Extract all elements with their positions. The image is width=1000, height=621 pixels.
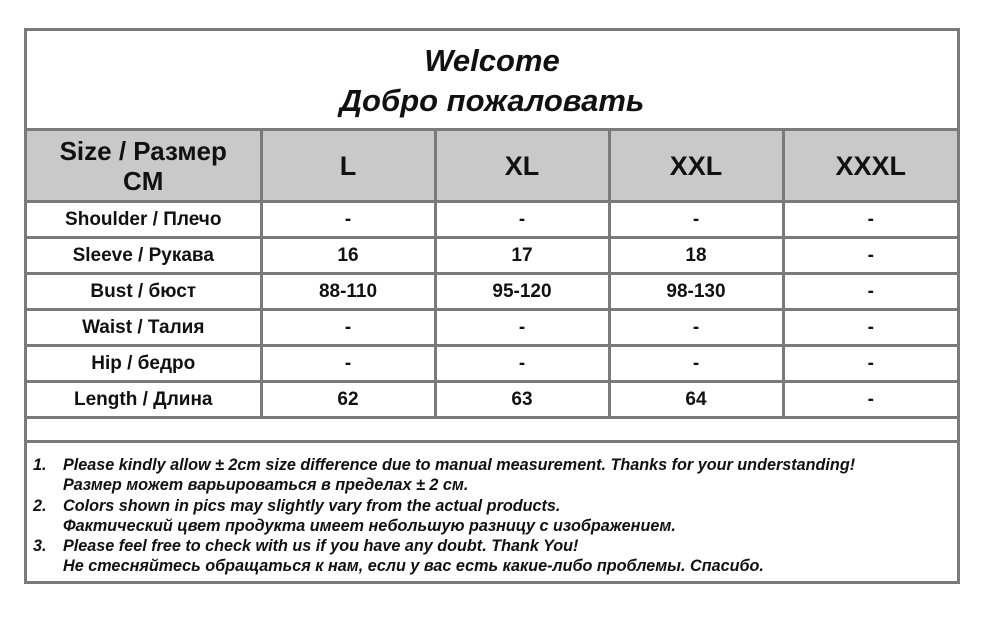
size-col-xxl: XXL [609,131,783,202]
cell-value: 64 [609,382,783,418]
title-english: Welcome [424,43,560,78]
note-item [33,496,949,537]
note-number: 1. [33,456,47,474]
row-bust [27,274,957,310]
cell-value: 16 [261,238,435,274]
cell-value: 95-120 [435,274,609,310]
size-col-xl: XL [435,131,609,202]
cell-value: 88-110 [261,274,435,310]
title-block [27,31,957,131]
cell-value: - [609,310,783,346]
cell-value: - [609,202,783,238]
note-body [63,496,676,537]
row-label: Sleeve / Рукава [27,238,261,274]
note-text-english: Colors shown in pics may slightly vary from the actual products. [63,496,561,515]
size-col-xxxl: XXXL [783,131,957,202]
note-text-english: Please feel free to check with us if you have any doubt. Thank You! [63,537,579,556]
size-header-unit: CM [123,165,164,196]
cell-value: - [783,382,957,418]
note-text-russian: Фактический цвет продукта имеет небольшую разницу с изображением. [63,516,676,535]
size-header-cell [27,131,261,202]
row-waist [27,310,957,346]
size-table [27,131,957,419]
row-length [27,382,957,418]
cell-value: - [435,346,609,382]
size-header-label: Size / Размер [59,135,227,166]
row-shoulder [27,202,957,238]
cell-value: - [261,346,435,382]
cell-value: 62 [261,382,435,418]
note-text-english: Please kindly allow ± 2cm size difference due to manual measurement. Thanks for your understanding! [63,456,856,474]
note-text-russian: Не стесняйтесь обращаться к нам, если у вас есть какие-либо проблемы. Спасибо. [63,557,764,576]
header-row [27,131,957,202]
cell-value: - [435,202,609,238]
cell-value: - [783,310,957,346]
row-sleeve [27,238,957,274]
cell-value: 18 [609,238,783,274]
note-text-russian: Размер может варьироваться в пределах ± 2 см. [63,476,469,495]
cell-value: 17 [435,238,609,274]
row-label: Bust / бюст [27,274,261,310]
note-body [63,455,855,496]
cell-value: 63 [435,382,609,418]
cell-value: - [261,202,435,238]
cell-value: 98-130 [609,274,783,310]
cell-value: - [435,310,609,346]
notes-section [27,440,957,577]
cell-value: - [609,346,783,382]
size-col-l: L [261,131,435,202]
title-russian: Добро пожаловать [339,83,645,118]
note-item [33,455,949,496]
row-label: Hip / бедро [27,346,261,382]
cell-value: - [261,310,435,346]
cell-value: - [783,274,957,310]
cell-value: - [783,202,957,238]
cell-value: - [783,346,957,382]
row-label: Length / Длина [27,382,261,418]
note-number: 2. [33,496,47,515]
row-hip [27,346,957,382]
size-chart [24,28,960,584]
cell-value: - [783,238,957,274]
row-label: Waist / Талия [27,310,261,346]
note-item [33,536,949,577]
row-label: Shoulder / Плечо [27,202,261,238]
note-body [63,536,764,577]
note-number: 3. [33,537,47,556]
